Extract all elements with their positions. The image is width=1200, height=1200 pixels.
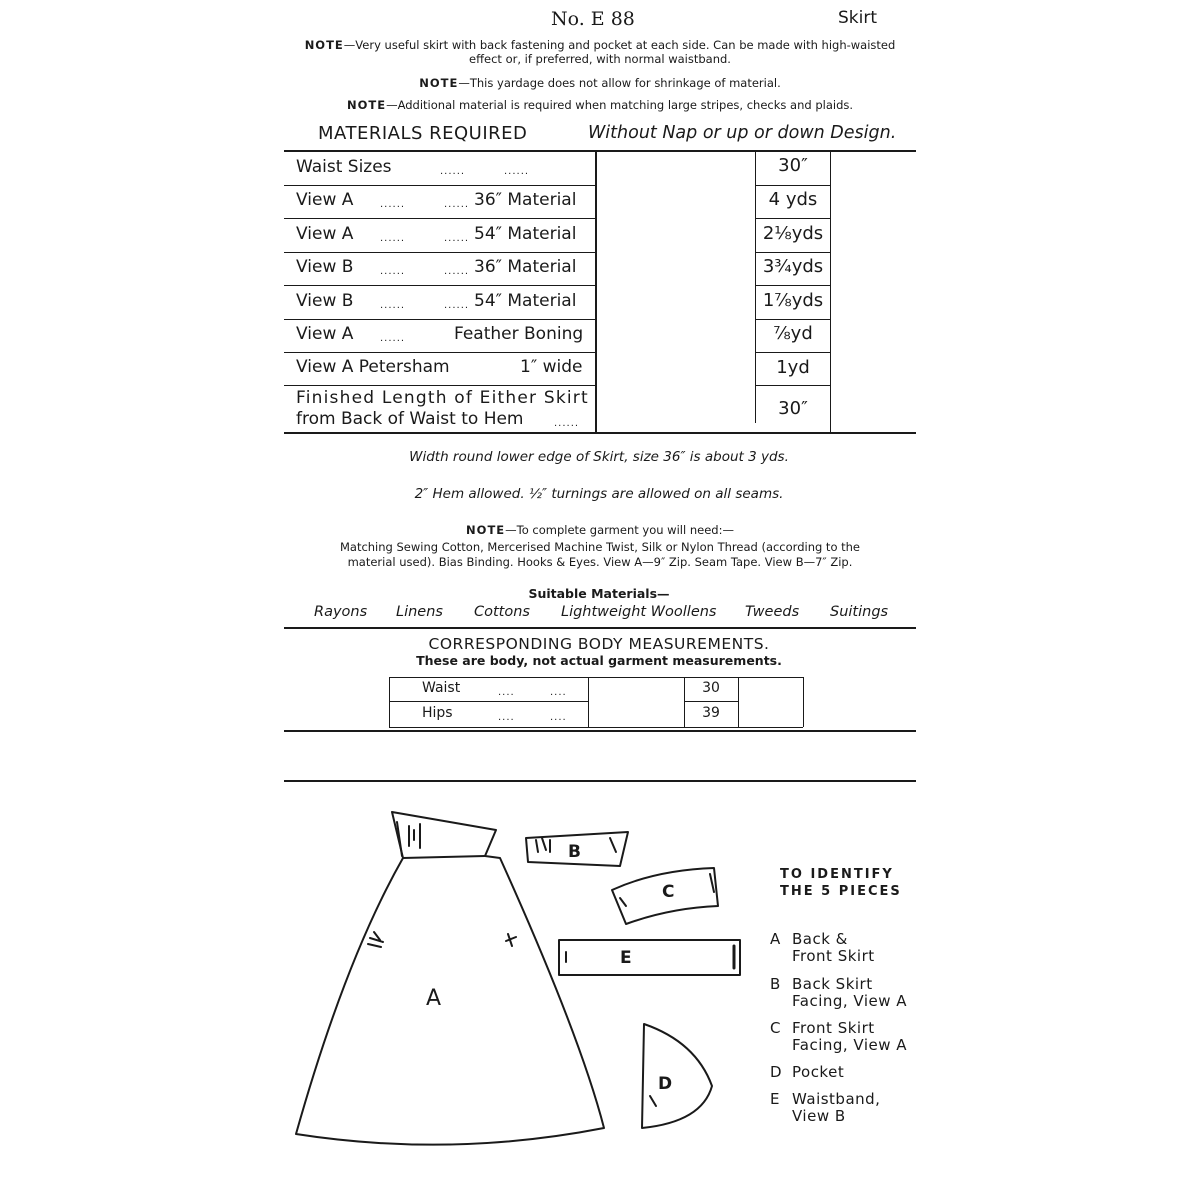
garment-type: Skirt [838,8,878,28]
row-material: 54″ Material [474,291,577,311]
row-material: 36″ Material [474,190,577,210]
hem-note: 2″ Hem allowed. ½″ turnings are allowed on all seams. [414,486,784,502]
material-item: Suitings [830,604,889,620]
width-note: Width round lower edge of Skirt, size 36″ is about 3 yds. [409,449,789,465]
identify-title-line-1: TO IDENTIFY [780,867,894,882]
row-value: 1⅞yds [762,290,824,311]
complete-note-line-2: material used). Bias Binding. Hooks & Eyes. View A—9″ Zip. Seam Tape. View B—7″ Zip. [347,555,853,569]
identify-item-b: B Back Skirt Facing, View A [770,975,908,1010]
row-value: 2⅛yds [762,223,824,244]
leader-dots: ...... [380,333,406,344]
leader-dots: .... [498,712,515,723]
row-material: 36″ Material [474,257,577,277]
row-material: 54″ Material [474,224,577,244]
leader-dots: ...... [380,300,406,311]
suitable-materials-title: Suitable Materials— [528,586,670,601]
material-item: Linens [396,604,443,620]
leader-dots: ...... [440,166,466,177]
leader-dots: ...... [380,199,406,210]
leader-dots: ...... [554,418,580,429]
leader-dots: ...... [380,266,406,277]
row-value: 3¾yds [762,256,824,277]
piece-label-d: D [658,1074,673,1094]
leader-dots: ...... [380,233,406,244]
leader-dots: ...... [444,233,470,244]
row-value: ⅞yd [773,323,813,344]
leader-dots: ...... [444,300,470,311]
row-material: Feather Boning [454,324,584,344]
complete-note-heading: NOTE—To complete garment you will need:— [466,523,734,537]
row-label: View B [296,257,354,277]
identify-item-d: D Pocket [770,1063,845,1081]
row-label: View A [296,190,354,210]
identify-title-line-2: THE 5 PIECES [780,884,902,899]
piece-label-e: E [620,948,632,968]
row-label-line2: from Back of Waist to Hem [296,409,524,429]
bm-value-waist: 30 [702,680,720,696]
row-value: 4 yds [768,189,818,210]
piece-label-c: C [662,882,675,902]
row-value-waist-sizes: 30″ [778,155,808,176]
leader-dots: ...... [504,166,530,177]
pattern-number: No. E 88 [551,8,635,30]
identify-item-c: C Front Skirt Facing, View A [770,1019,908,1054]
row-material: 1″ wide [520,357,583,377]
materials-subtitle: Without Nap or up or down Design. [588,123,897,143]
identify-item-a: A Back & Front Skirt [770,930,875,965]
note-1: NOTE—Very useful skirt with back fastening and pocket at each side. Can be made with high-waisted effect or, if preferred, with normal waistband. [304,38,896,66]
row-label: View A [296,224,354,244]
row-label: View A Petersham [296,357,450,377]
materials-title: MATERIALS REQUIRED [318,123,528,144]
leader-dots: ...... [444,199,470,210]
row-label-waist-sizes: Waist Sizes [296,157,392,177]
bm-value-hips: 39 [702,705,720,721]
row-label: View B [296,291,354,311]
complete-note-line-1: Matching Sewing Cotton, Mercerised Machine Twist, Silk or Nylon Thread (according to the [339,540,861,554]
bm-label-waist: Waist [422,680,461,696]
row-value: 30″ [778,398,808,419]
material-item: Rayons [314,604,368,620]
row-label: View A [296,324,354,344]
piece-d-pocket [642,1024,712,1128]
identify-item-e: E Waistband, View B [770,1090,881,1125]
piece-label-b: B [568,842,581,862]
leader-dots: .... [550,687,567,698]
bm-label-hips: Hips [422,705,453,721]
body-measurements-subtitle: These are body, not actual garment measurements. [416,653,782,668]
row-value: 1yd [776,357,810,378]
leader-dots: .... [498,687,515,698]
leader-dots: ...... [444,266,470,277]
note-2: NOTE—This yardage does not allow for shrinkage of material. [419,76,781,90]
leader-dots: .... [550,712,567,723]
piece-label-a: A [426,986,442,1011]
piece-a-skirt [296,812,604,1145]
material-item: Tweeds [745,604,800,620]
material-item: Lightweight Woollens [561,604,717,620]
row-label: Finished Length of Either Skirt [296,388,589,408]
piece-e-waistband [559,940,740,975]
material-item: Cottons [474,604,530,620]
note-3: NOTE—Additional material is required when matching large stripes, checks and plaids. [346,98,854,112]
body-measurements-title: CORRESPONDING BODY MEASUREMENTS. [428,635,770,653]
